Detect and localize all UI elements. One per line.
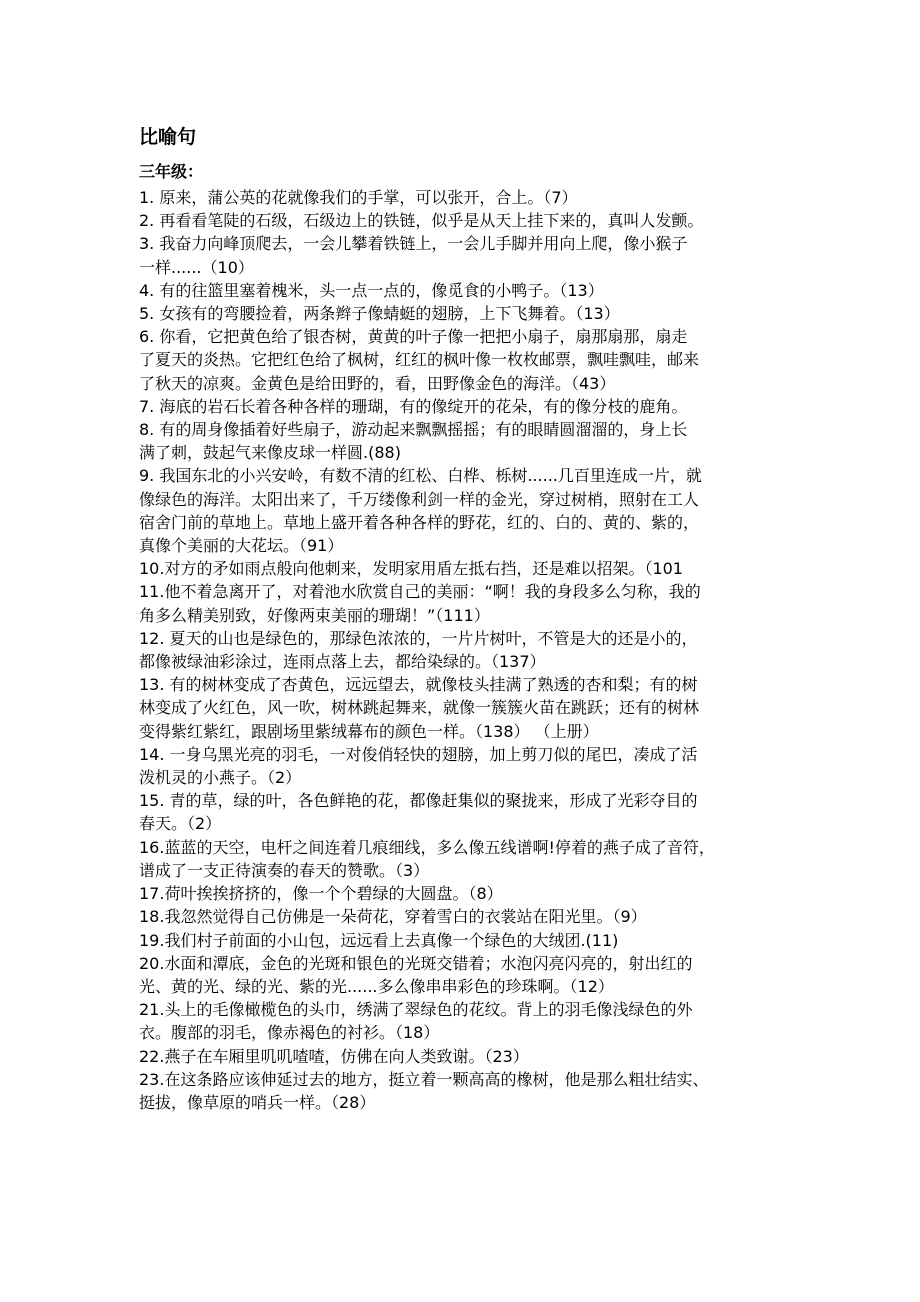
sentence-item: 3. 我奋力向峰顶爬去，一会儿攀着铁链上，一会儿手脚并用向上爬，像小猴子 一样......（10） — [139, 234, 688, 277]
sentence-item: 12. 夏天的山也是绿色的，那绿色浓浓的，一片片树叶，不管是大的还是小的， 都像被绿油彩涂过，连雨点落上去，都给染绿的。（137） — [139, 628, 698, 672]
sentence-item: 1. 原来，蒲公英的花就像我们的手掌，可以张开，合上。（7） — [139, 188, 578, 207]
sentence-item: 19.我们村子前面的小山包，远远看上去真像一个绿色的大绒团.(11) — [139, 930, 619, 950]
sentence-item: 6. 你看，它把黄色给了银杏树，黄黄的叶子像一把把小扇子，扇那扇那，扇走 了夏天的炎热。它把红色给了枫树，红红的枫叶像一枚枚邮票，飘哇飘哇，邮来 了秋天的凉爽。金黄色是给田野的，看，田野像金色的海洋。（43） — [139, 327, 700, 393]
sentence-item: 5. 女孩有的弯腰捡着，两条辫子像蜻蜓的翅膀，上下飞舞着。（13） — [139, 304, 620, 324]
sentence-item: 21.头上的毛像橄榄色的头巾，绣满了翠绿色的花纹。背上的羽毛像浅绿色的外 衣。腹部的羽毛，像赤褐色的衬衫。（18） — [139, 1000, 693, 1043]
sentence-item: 13. 有的树林变成了杏黄色，远远望去，就像枝头挂满了熟透的杏和梨；有的树 林变成了火红色，风一吹，树林跳起舞来，就像一簇簇火苗在跳跃；还有的树林 变得紫红紫红，跟剧场里紫绒幕布的颜色一样。（138） （上册） — [139, 675, 700, 741]
sentence-item: 9. 我国东北的小兴安岭，有数不清的红松、白桦、栎树......几百里连成一片，就 像绿色的海洋。太阳出来了，千万缕像利剑一样的金光，穿过树梢，照射在工人 宿舍门前的草地上。草地上盛开着各种各样的野花，红的、白的、黄的、紫的， 真像个美丽的大花坛。（91） — [139, 466, 702, 556]
sentence-item: 7. 海底的岩石长着各种各样的珊瑚，有的像绽开的花朵，有的像分枝的鹿角。 — [139, 396, 688, 416]
sentence-list — [139, 186, 784, 1114]
sentence-item: 2. 再看看笔陡的石级，石级边上的铁链，似乎是从天上挂下来的，真叫人发颤。 — [139, 211, 704, 231]
document-title: 比喻句 — [139, 126, 197, 148]
sentence-item: 8. 有的周身像插着好些扇子，游动起来飘飘摇摇；有的眼睛圆溜溜的，身上长 满了刺，鼓起气来像皮球一样圆.(88) — [139, 420, 688, 463]
sentence-item: 22.燕子在车厢里叽叽喳喳，仿佛在向人类致谢。（23） — [139, 1046, 529, 1066]
sentence-item: 11.他不着急离开了，对着池水欣赏自己的美丽：“啊！我的身段多么匀称，我的 角多么精美别致，好像两束美丽的珊瑚！”（111） — [139, 582, 701, 625]
sentence-item: 10.对方的矛如雨点般向他刺来，发明家用盾左抵右挡，还是难以招架。（101 — [139, 559, 683, 579]
grade-label: 三年级： — [139, 162, 204, 181]
sentence-item: 23.在这条路应该伸延过去的地方，挺立着一颗高高的橡树，他是那么粗壮结实、 挺拔，像草原的哨兵一样。（28） — [139, 1069, 709, 1112]
sentence-item: 20.水面和潭底，金色的光斑和银色的光斑交错着；水泡闪亮闪亮的，射出红的 光、黄的光、绿的光、紫的光......多么像串串彩色的珍珠啊。（12） — [139, 953, 693, 996]
sentence-item: 18.我忽然觉得自己仿佛是一朵荷花，穿着雪白的衣裳站在阳光里。（9） — [139, 907, 647, 927]
sentence-item: 16.蓝蓝的天空，电杆之间连着几痕细线，多么像五线谱啊!停着的燕子成了音符， 谱成了一支正待演奏的春天的赞歌。（3） — [139, 837, 715, 880]
sentence-item: 15. 青的草，绿的叶，各色鲜艳的花，都像赶集似的聚拢来，形成了光彩夺目的 春天。（2） — [139, 791, 698, 834]
sentence-item: 4. 有的往篮里塞着槐米，头一点一点的，像觅食的小鸭子。（13） — [139, 280, 604, 300]
sentence-item: 17.荷叶挨挨挤挤的，像一个个碧绿的大圆盘。（8） — [139, 884, 503, 904]
sentence-item: 14. 一身乌黑光亮的羽毛，一对俊俏轻快的翅膀，加上剪刀似的尾巴，凑成了活 泼机灵的小燕子。（2） — [139, 744, 698, 788]
